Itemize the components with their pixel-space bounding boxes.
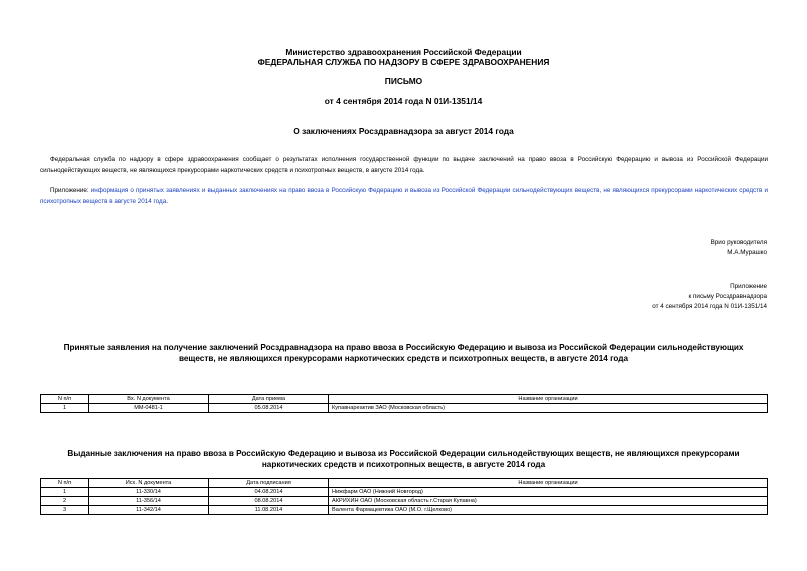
table-row	[41, 497, 768, 506]
appendix-label: Приложение:	[50, 187, 91, 194]
section2-title: Выданные заключения на право ввоза в Российскую Федерацию и вывоза из Российской Федерации сильнодействующих веществ, не являющихся прекурсорами наркотических средств и психотропных веществ, в августе 2014 года	[67, 449, 740, 469]
cell-date: 08.08.2014	[209, 497, 329, 506]
table-row	[41, 404, 768, 413]
cell-number: 3	[41, 506, 89, 515]
service-name: ФЕДЕРАЛЬНАЯ СЛУЖБА ПО НАДЗОРУ В СФЕРЕ ЗДРАВООХРАНЕНИЯ	[257, 57, 550, 67]
table-row	[41, 488, 768, 497]
appendix-paragraph	[40, 185, 768, 207]
col-header-doc-number: Вх. N документа	[89, 395, 209, 404]
cell-number: 1	[41, 488, 89, 497]
col-header-number: N п/п	[41, 395, 89, 404]
col-header-organization: Название организации	[329, 395, 768, 404]
document-type: ПИСЬМО	[384, 76, 423, 86]
table-row	[41, 506, 768, 515]
table-header-row	[41, 479, 768, 488]
col-header-number: N п/п	[41, 479, 89, 488]
document-subject: О заключениях Росздравнадзора за август 2014 года	[293, 126, 514, 136]
cell-organization: АКРИХИН ОАО (Московская область г.Старая Купавна)	[329, 497, 768, 506]
cell-doc-number: 11-330/14	[89, 488, 209, 497]
appendix-link[interactable]: информация о принятых заявлениях и выданных заключениях на право ввоза в Российскую Федерацию и вывоза из Российской Федерации сильнодействующих веществ, не являющихся прекурсорами наркотических средств и психотропных веществ в августе 2014 года	[40, 187, 768, 205]
cell-date: 05.08.2014	[209, 404, 329, 413]
cell-organization: Нижфарм ОАО (Нижний Новгород)	[329, 488, 768, 497]
signature-name: М.А.Мурашко	[727, 249, 767, 256]
received-applications-table	[40, 394, 768, 413]
col-header-organization: Название организации	[329, 479, 768, 488]
col-header-date: Дата приема	[209, 395, 329, 404]
cell-doc-number: 11-356/14	[89, 497, 209, 506]
body-paragraph: Федеральная служба по надзору в сфере здравоохранения сообщает о результатах исполнения государственной функции по выдаче заключений на право ввоза в Российскую Федерацию и вывоза из Российской Федерации сильнодействующих веществ, не являющихся прекурсорами наркотических средств и психотропных веществ, в августе 2014 года.	[40, 156, 768, 174]
attachment-line1: Приложение	[730, 283, 767, 290]
attachment-line2: к письму Росздравнадзора	[688, 293, 767, 300]
section1-title: Принятые заявления на получение заключений Росздравнадзора на право ввоза в Российскую Федерацию и вывоза из Российской Федерации сильнодействующих веществ, не являющихся прекурсорами наркотических средств и психотропных веществ, в августе 2014 года	[63, 343, 744, 363]
signature-position: Врио руководителя	[710, 239, 767, 246]
signature-block	[711, 238, 767, 258]
cell-doc-number: ММ-0481-1	[89, 404, 209, 413]
issued-conclusions-table	[40, 478, 768, 515]
appendix-end: .	[166, 198, 168, 205]
cell-number: 1	[41, 404, 89, 413]
cell-doc-number: 11-342/14	[89, 506, 209, 515]
cell-organization: Валента Фармацевтика ОАО (М.О. г.Щелково)	[329, 506, 768, 515]
ministry-name: Министерство здравоохранения Российской Федерации	[285, 47, 522, 57]
attachment-reference	[652, 282, 767, 312]
table-header-row	[41, 395, 768, 404]
cell-number: 2	[41, 497, 89, 506]
attachment-line3: от 4 сентября 2014 года N 01И-1351/14	[652, 303, 767, 310]
cell-date: 04.08.2014	[209, 488, 329, 497]
cell-organization: Купавнареактив ЗАО (Московская область)	[329, 404, 768, 413]
col-header-doc-number: Исх. N документа	[89, 479, 209, 488]
document-date-number: от 4 сентября 2014 года N 01И-1351/14	[324, 96, 483, 106]
col-header-date: Дата подписания	[209, 479, 329, 488]
cell-date: 11.08.2014	[209, 506, 329, 515]
